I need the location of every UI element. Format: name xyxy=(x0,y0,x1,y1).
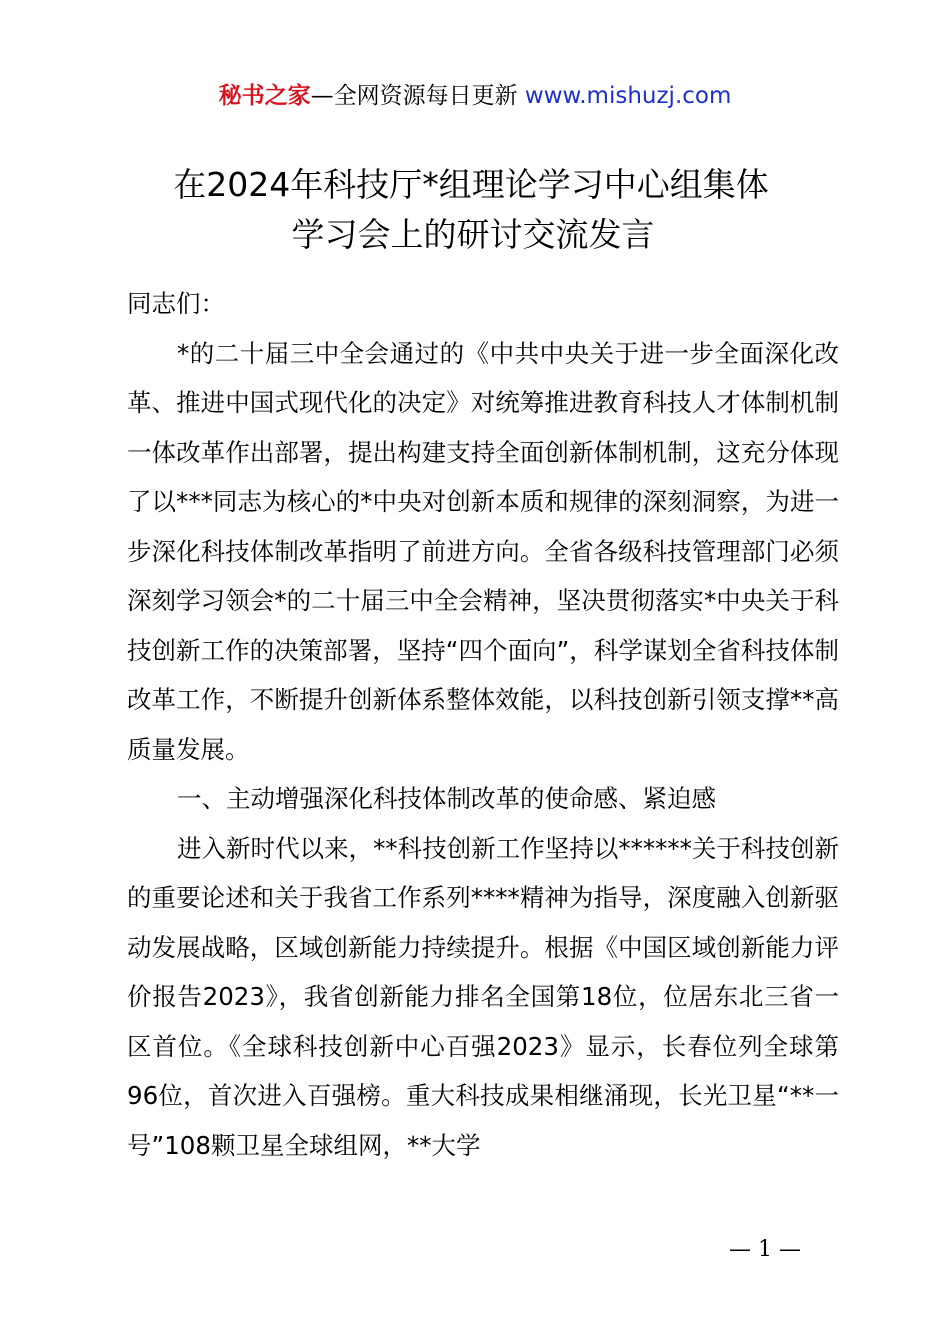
paragraph-section-1: 进入新时代以来，**科技创新工作坚持以******关于科技创新的重要论述和关于我省工作系列****精神为指导，深度融入创新驱动发展战略，区域创新能力持续提升。根据《中国区域创新能力评价报告2023》，我省创新能力排名全国第18位，位居东北三省一区首位。《全球科技创新中心百强2023》显示，长春位列全球第96位，首次进入百强榜。重大科技成果相继涌现，长光卫星“**一号”108颗卫星全球组网，**大学 xyxy=(127,833,839,1160)
document-title-line-1: 在2024年科技厅*组理论学习中心组集体 xyxy=(173,165,769,204)
header-slogan: —全网资源每日更新 xyxy=(310,83,525,109)
document-title-line-2: 学习会上的研讨交流发言 xyxy=(291,215,655,254)
document-body xyxy=(127,279,839,1170)
brand-name: 秘书之家 xyxy=(218,83,311,109)
site-url-link[interactable]: www.mishuzj.com xyxy=(524,83,732,109)
greeting: 同志们： xyxy=(127,289,225,318)
section-heading-1: 一、主动增强深化科技体制改革的使命感、紧迫感 xyxy=(177,784,716,813)
site-header xyxy=(0,80,950,112)
paragraph-intro: *的二十届三中全会通过的《中共中央关于进一步全面深化改革、推进中国式现代化的决定》对统筹推进教育科技人才体制机制一体改革作出部署，提出构建支持全面创新体制机制，这充分体现了以***同志为核心的*中央对创新本质和规律的深刻洞察，为进一步深化科技体制改革指明了前进方向。全省各级科技管理部门必须深刻学习领会*的二十届三中全会精神，坚决贯彻落实*中央关于科技创新工作的决策部署，坚持“四个面向”，科学谋划全省科技体制改革工作，不断提升创新体系整体效能，以科技创新引领支撑**高质量发展。 xyxy=(127,338,839,764)
page-number: — 1 — xyxy=(729,1237,801,1262)
